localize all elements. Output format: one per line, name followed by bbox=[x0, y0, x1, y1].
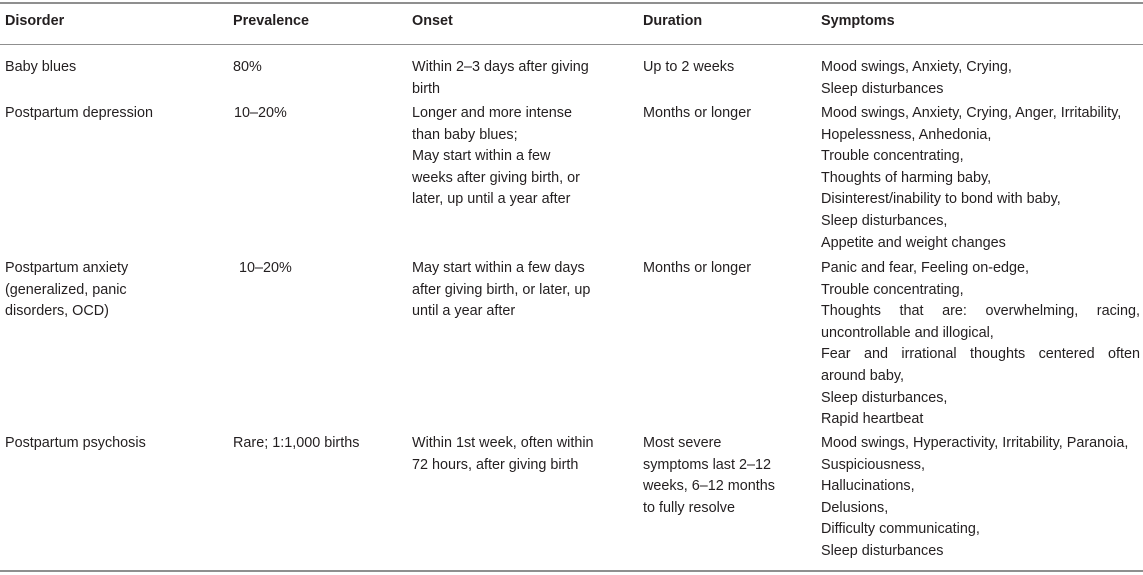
cell-line: later, up until a year after bbox=[412, 191, 571, 208]
cell-line: Mood swings, Hyperactivity, Irritability, Paranoia, bbox=[821, 435, 1129, 451]
cell-line: Postpartum psychosis bbox=[5, 435, 146, 451]
cell-line: May start within a few days bbox=[412, 260, 585, 276]
table-row-anxiety-duration bbox=[643, 258, 751, 280]
cell-line: Mood swings, Anxiety, Crying, Anger, Irritability, bbox=[821, 105, 1122, 121]
cell-line: Suspiciousness, bbox=[821, 456, 925, 473]
cell-line: uncontrollable and illogical, bbox=[821, 324, 994, 341]
cell-line: Fear and irrational thoughts centered often bbox=[821, 346, 1140, 363]
header-prevalence: Prevalence bbox=[233, 13, 310, 29]
table-row-anxiety-symptoms bbox=[821, 258, 1140, 431]
cell-line: until a year after bbox=[412, 303, 516, 320]
cell-line: 72 hours, after giving birth bbox=[412, 456, 579, 473]
cell-line: Most severe bbox=[643, 435, 722, 451]
cell-line: Within 1st week, often within bbox=[412, 435, 594, 451]
cell-line: Disinterest/inability to bond with baby, bbox=[821, 191, 1061, 208]
cell-line: weeks, 6–12 months bbox=[643, 478, 775, 495]
cell-line: Mood swings, Anxiety, Crying, bbox=[821, 59, 1012, 75]
cell-line: around baby, bbox=[821, 367, 904, 384]
table-row-depression-prevalence bbox=[234, 103, 287, 125]
header-symptoms: Symptoms bbox=[821, 13, 895, 29]
table-row-baby-blues-disorder bbox=[5, 57, 76, 79]
cell-line: 80% bbox=[233, 59, 262, 75]
table-row-depression-duration bbox=[643, 103, 751, 125]
table-header-rule bbox=[0, 44, 1143, 45]
table-row-psychosis-prevalence bbox=[233, 433, 359, 455]
cell-line: Up to 2 weeks bbox=[643, 59, 735, 75]
cell-line: Rare; 1:1,000 births bbox=[233, 435, 360, 451]
table-top-rule bbox=[0, 2, 1143, 4]
cell-line: Rapid heartbeat bbox=[821, 411, 924, 428]
cell-line: Longer and more intense bbox=[412, 105, 573, 121]
cell-line: 10–20% bbox=[234, 105, 287, 121]
cell-line: Difficulty communicating, bbox=[821, 521, 980, 538]
cell-line: symptoms last 2–12 bbox=[643, 456, 771, 473]
cell-line: Trouble concentrating, bbox=[821, 281, 964, 298]
cell-line: to fully resolve bbox=[643, 499, 735, 516]
cell-line: Postpartum depression bbox=[5, 105, 153, 121]
table-row-anxiety-disorder bbox=[5, 258, 128, 323]
cell-line: 10–20% bbox=[239, 260, 292, 276]
cell-line: Panic and fear, Feeling on-edge, bbox=[821, 260, 1030, 276]
cell-line: Within 2–3 days after giving bbox=[412, 59, 589, 75]
cell-line: Sleep disturbances, bbox=[821, 389, 948, 406]
header-disorder: Disorder bbox=[5, 13, 65, 29]
cell-line: after giving birth, or later, up bbox=[412, 281, 591, 298]
cell-line: birth bbox=[412, 80, 440, 97]
table-row-psychosis-symptoms bbox=[821, 433, 1128, 563]
table-row-psychosis-disorder bbox=[5, 433, 146, 455]
cell-line: May start within a few bbox=[412, 148, 551, 165]
table-row-depression-symptoms bbox=[821, 103, 1121, 254]
cell-line: than baby blues; bbox=[412, 126, 518, 143]
cell-line: Sleep disturbances bbox=[821, 80, 944, 97]
table-row-psychosis-duration bbox=[643, 433, 775, 519]
cell-line: Postpartum anxiety bbox=[5, 260, 129, 276]
cell-line: Baby blues bbox=[5, 59, 77, 75]
cell-line: Sleep disturbances bbox=[821, 542, 944, 559]
cell-line: (generalized, panic bbox=[5, 281, 127, 298]
cell-line: Appetite and weight changes bbox=[821, 234, 1006, 251]
cell-line: disorders, OCD) bbox=[5, 303, 109, 320]
cell-line: Thoughts that are: overwhelming, racing, bbox=[821, 303, 1140, 320]
table-row-anxiety-prevalence bbox=[239, 258, 292, 280]
cell-line: Trouble concentrating, bbox=[821, 148, 964, 165]
header-duration: Duration bbox=[643, 13, 703, 29]
table-row-baby-blues-onset bbox=[412, 57, 589, 100]
cell-line: Sleep disturbances, bbox=[821, 212, 948, 229]
table-row-baby-blues-prevalence bbox=[233, 57, 262, 79]
cell-line: weeks after giving birth, or bbox=[412, 169, 580, 186]
cell-line: Thoughts of harming baby, bbox=[821, 169, 992, 186]
table-bottom-rule bbox=[0, 570, 1143, 572]
table-row-depression-disorder bbox=[5, 103, 153, 125]
table-row-baby-blues-duration bbox=[643, 57, 734, 79]
cell-line: Hopelessness, Anhedonia, bbox=[821, 126, 992, 143]
table-row-psychosis-onset bbox=[412, 433, 594, 476]
cell-line: Months or longer bbox=[643, 260, 751, 276]
table-row-baby-blues-symptoms bbox=[821, 57, 1012, 100]
table-row-anxiety-onset bbox=[412, 258, 590, 323]
table-row-depression-onset bbox=[412, 103, 580, 211]
cell-line: Hallucinations, bbox=[821, 478, 915, 495]
header-onset: Onset bbox=[412, 13, 453, 29]
cell-line: Delusions, bbox=[821, 499, 889, 516]
cell-line: Months or longer bbox=[643, 105, 751, 121]
